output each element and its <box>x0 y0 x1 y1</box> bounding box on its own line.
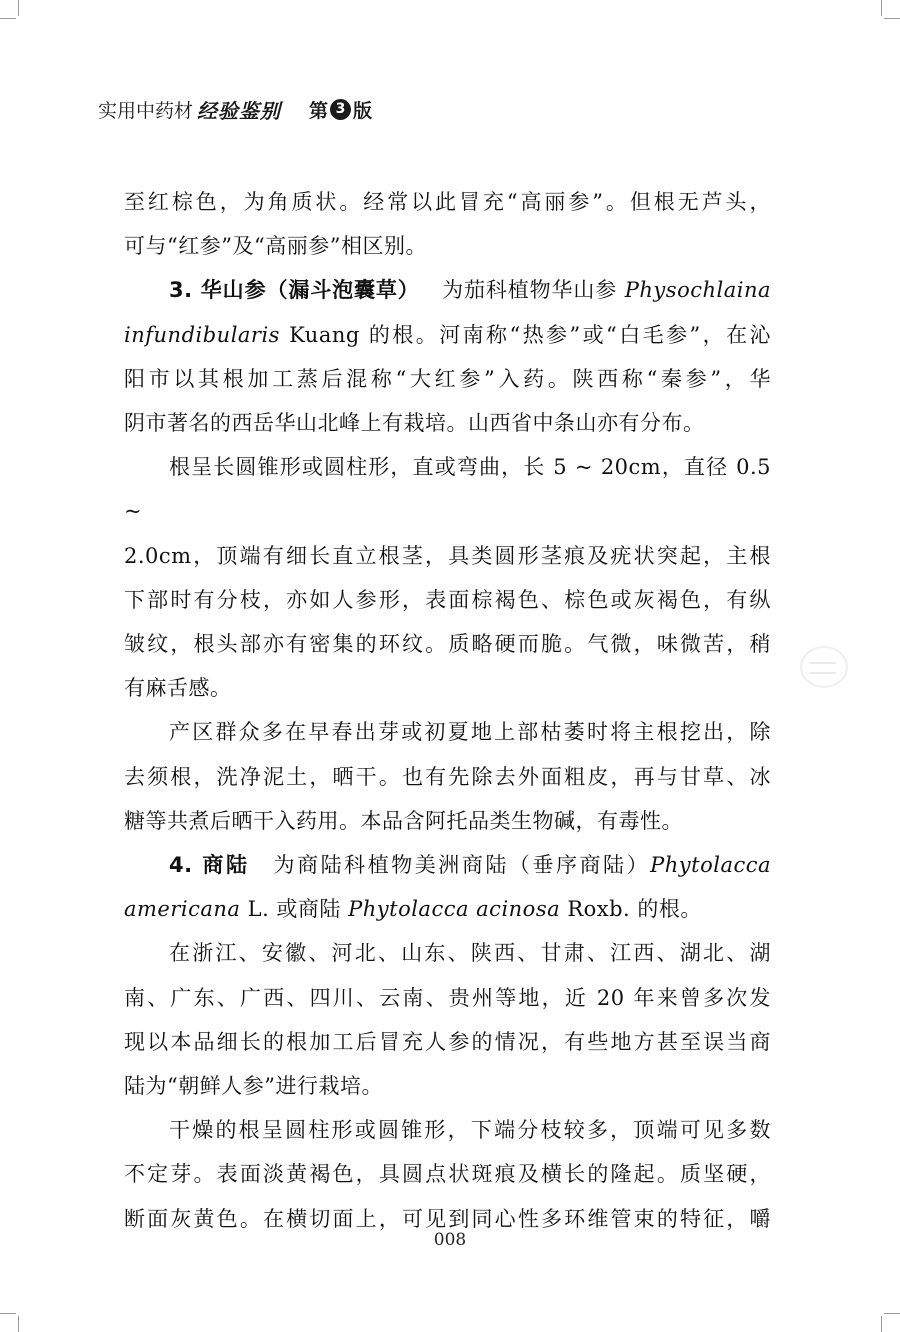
text-line: 干燥的根呈圆柱形或圆锥形，下端分枝较多，顶端可见多数 <box>169 1118 771 1143</box>
page-number: 008 <box>433 1230 467 1250</box>
crop-mark-bottom-left-h <box>0 1313 16 1314</box>
text-line: 根呈长圆锥形或圆柱形，直或弯曲，长 5 ~ 20cm，直径 0.5 ~ <box>124 455 771 524</box>
text-line: 去须根，洗净泥土，晒干。也有先除去外面粗皮，再与甘草、冰 <box>124 764 771 789</box>
text-span: 为商陆科植物美洲商陆（垂序商陆） <box>271 853 651 878</box>
latin-name: Phytolacca <box>650 853 772 878</box>
text-span: L. 或商陆 <box>240 897 349 922</box>
text-line: 有麻舌感。 <box>124 676 232 701</box>
book-title-script: 经验鉴别 <box>197 98 282 123</box>
text-line: 皱纹，根头部亦有密集的环纹。质略硬而脆。气微，味微苦，稍 <box>124 632 771 657</box>
crop-mark-top-right-v <box>881 0 882 16</box>
edition-prefix: 第 <box>309 99 329 122</box>
text-line: 可与“红参”及“高丽参”相区别。 <box>124 234 427 259</box>
latin-name: Physochlaina <box>624 278 772 303</box>
text-span: 为茄科植物华山参 <box>441 278 618 303</box>
text-line: 陆为“朝鲜人参”进行栽培。 <box>124 1074 383 1099</box>
crop-mark-bottom-right-h <box>884 1313 900 1314</box>
crop-mark-bottom-right-v <box>881 1316 882 1332</box>
latin-name: americana <box>124 897 241 922</box>
text-line: 产区群众多在早春出芽或初夏地上部枯萎时将主根挖出，除 <box>169 720 771 745</box>
text-line: 南、广东、广西、四川、云南、贵州等地，近 20 年来曾多次发 <box>124 985 771 1010</box>
edition-suffix: 版 <box>353 99 373 122</box>
text-line <box>124 887 771 931</box>
text-line: 阴市著名的西岳华山北峰上有栽培。山西省中条山亦有分布。 <box>124 411 705 436</box>
crop-mark-top-right-h <box>884 18 900 19</box>
latin-name: Phytolacca acinosa <box>348 897 561 922</box>
text-line: 阳市以其根加工蒸后混称“大红参”入药。陕西称“秦参”，华 <box>124 366 771 391</box>
body-text <box>124 180 771 1241</box>
section-heading: 3. 华山参（漏斗泡囊草） <box>169 278 420 303</box>
running-header <box>98 94 372 124</box>
watermark-logo-icon <box>800 646 848 688</box>
text-line: 下部时有分枝，亦如人参形，表面棕褐色、棕色或灰褐色，有纵 <box>124 587 771 612</box>
text-line: 断面灰黄色。在横切面上，可见到同心性多环维管束的特征，嚼 <box>124 1206 771 1231</box>
section-3-line <box>124 268 771 312</box>
section-4-line <box>124 843 771 887</box>
section-heading: 4. 商陆 <box>169 853 250 878</box>
text-line: 2.0cm，顶端有细长直立根茎，具类圆形茎痕及疣状突起，主根 <box>124 543 771 568</box>
text-line: 在浙江、安徽、河北、山东、陕西、甘肃、江西、湖北、湖 <box>169 941 771 966</box>
text-line: 现以本品细长的根加工后冒充人参的情况，有些地方甚至误当商 <box>124 1029 771 1054</box>
crop-mark-top-left-v <box>18 0 19 16</box>
text-line: 糖等共煮后晒干入药用。本品含阿托品类生物碱，有毒性。 <box>124 808 683 833</box>
text-line: 至红棕色，为角质状。经常以此冒充“高丽参”。但根无芦头， <box>124 190 771 214</box>
book-title: 实用中药材 <box>98 99 194 122</box>
text-line <box>124 313 771 357</box>
text-span: Kuang 的根。河南称“热参”或“白毛参”，在沁 <box>289 322 771 347</box>
text-line: 不定芽。表面淡黄褐色，具圆点状斑痕及横长的隆起。质坚硬， <box>124 1162 771 1187</box>
crop-mark-top-left-h <box>0 18 16 19</box>
text-span: Roxb. 的根。 <box>560 897 702 922</box>
latin-name: infundibularis <box>124 322 280 347</box>
crop-mark-bottom-left-v <box>18 1316 19 1332</box>
edition-number-badge: 3 <box>330 99 351 120</box>
edition-label <box>309 96 372 123</box>
